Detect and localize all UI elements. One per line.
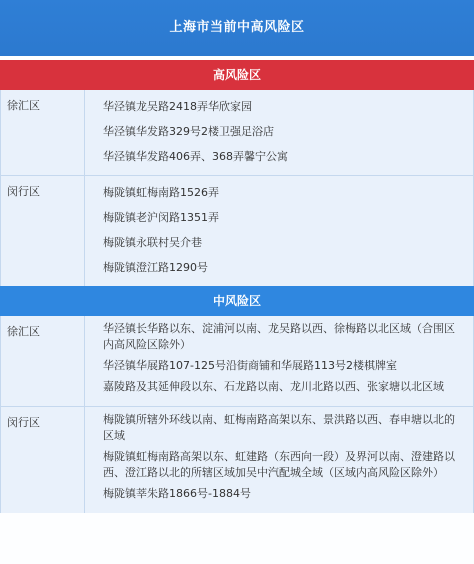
address-list [85,90,473,175]
table-row [1,176,473,286]
address-item: 华泾镇长华路以东、淀浦河以南、龙吴路以西、徐梅路以北区域（合围区内高风险区除外） [103,322,455,351]
high-risk-rows [0,90,474,286]
address-item: 梅陇镇澄江路1290号 [103,261,208,274]
address-item: 华泾镇华发路329号2楼卫强足浴店 [103,125,274,138]
page-title: 上海市当前中高风险区 [0,0,474,56]
address-item: 梅陇镇永联村吴介巷 [103,236,202,249]
district-cell: 徐汇区 [1,316,85,406]
district-cell: 闵行区 [1,176,85,286]
address-item: 华泾镇华展路107-125号沿街商铺和华展路113号2楼棋牌室 [103,359,397,372]
district-cell: 徐汇区 [1,90,85,175]
address-list [85,316,473,406]
address-item: 嘉陵路及其延伸段以东、石龙路以南、龙川北路以西、张家塘以北区域 [103,380,444,393]
address-item: 梅陇镇老沪闵路1351弄 [103,211,219,224]
medium-risk-header: 中风险区 [0,286,474,316]
address-item: 华泾镇龙吴路2418弄华欣家园 [103,100,252,113]
medium-risk-rows [0,316,474,513]
address-item: 梅陇镇虹梅南路1526弄 [103,186,219,199]
address-item: 华泾镇华发路406弄、368弄馨宁公寓 [103,150,288,163]
district-cell: 闵行区 [1,407,85,513]
address-list [85,176,473,286]
address-list [85,407,473,513]
table-row [1,407,473,513]
address-item: 梅陇镇所辖外环线以南、虹梅南路高架以东、景洪路以西、春申塘以北的区域 [103,413,455,442]
high-risk-header: 高风险区 [0,60,474,90]
address-item: 梅陇镇虹梅南路高架以东、虹建路（东西向一段）及界河以南、澄建路以西、澄江路以北的所辖区域加吴中汽配城全域（区域内高风险区除外） [103,450,455,479]
address-item: 梅陇镇莘朱路1866号-1884号 [103,487,251,500]
table-row [1,90,473,176]
table-row [1,316,473,407]
